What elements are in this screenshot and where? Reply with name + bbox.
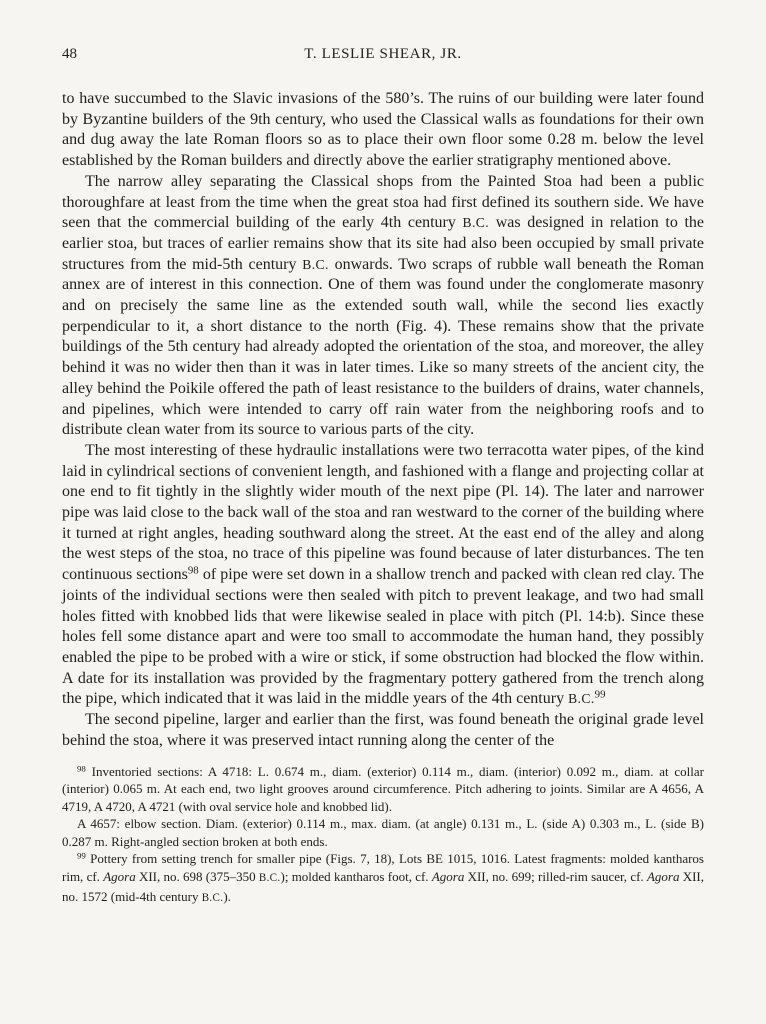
footnote-reference: 99 <box>77 851 86 862</box>
text-segment: Agora <box>431 869 465 885</box>
footnote-98-continuation <box>62 815 704 850</box>
text-segment: XII, no. 699; rilled-rim saucer, cf. <box>464 869 647 885</box>
text-segment: The narrow alley separating the Classical shops from the Painted Stoa had been a public thoroughfare at least from the time when the great stoa had first defined its southern side. We have seen that the commercial building of the early 4th century <box>62 172 704 232</box>
text-segment: A 4657: elbow section. Diam. (exterior) 0.114 m., max. diam. (at angle) 0.131 m., L. (side A) 0.303 m., L. (side B) 0.287 m. Right-angled section broken at both ends. <box>62 816 704 849</box>
text-segment: ); molded kantharos foot, cf. <box>280 869 432 885</box>
paragraph <box>62 441 704 710</box>
footnote-reference: 99 <box>594 688 606 701</box>
text-segment: B.C. <box>201 891 224 904</box>
text-segment: The second pipeline, larger and earlier than the first, was found beneath the original grade level behind the stoa, where it was preserved intact running along the center of the <box>62 711 704 749</box>
text-segment: was designed in relation to the earlier stoa, but traces of earlier remains show that its site had also been occupied by small private structures from the mid-5th century <box>62 214 705 273</box>
footnote-99 <box>62 850 704 907</box>
footnote-reference: 98 <box>77 763 86 774</box>
article-body <box>62 89 704 752</box>
footnote-reference: 98 <box>187 564 199 577</box>
text-segment: B.C. <box>258 872 281 885</box>
footnotes-section <box>62 763 704 908</box>
text-segment: ). <box>223 888 231 904</box>
text-segment: B.C. <box>568 691 595 707</box>
text-segment: onwards. Two scraps of rubble wall beneath the Roman annex are of interest in this connection. One of them was found under the conglomerate masonry and on precisely the same line as the extended south wall, while the second lies exactly perpendicular to it, a short distance to the north (Fig. 4). These remains show that the private buildings of the 5th century had already adopted the orientation of the stoa, and moreover, the alley behind it was no wider then than it was in later times. Like so many streets of the ancient city, the alley behind the Poikile offered the path of least resistance to the builders of drains, water channels, and pipelines, which were intended to carry off rain water from the neighboring roofs and to distribute clean water from its source to various parts of the city. <box>62 255 704 439</box>
text-segment: B.C. <box>462 215 490 231</box>
running-head: T. LESLIE SHEAR, JR. <box>304 46 462 62</box>
text-segment: of pipe were set down in a shallow trench and packed with clean red clay. The joints of the individual sections were then sealed with pitch to prevent leakage, and two had small holes fitted with knobbed lids that were likewise sealed in place with pitch (Pl. 14:b). Since these holes fell some distance apart and were too small to accommodate the human hand, they possibly enabled the pipe to be probed with a wire or stick, if some obstruction had blocked the flow within. A date for its installation was provided by the fragmentary pottery gathered from the trench along the pipe, which indicated that it was laid in the middle years of the 4th century <box>62 566 705 708</box>
paragraph <box>62 172 704 441</box>
text-segment: The most interesting of these hydraulic installations were two terracotta water pipes, of the kind laid in cylindrical sections of convenient length, and fashioned with a flange and projecting collar at one end to fit tightly in the slightly wider mouth of the next pipe (Pl. 14). The later and narrower pipe was laid close to the back wall of the stoa and ran westward to the corner of the building where it turned at right angles, heading southward along the street. At the east end of the alley and along the west steps of the stoa, no trace of this pipeline was found because of later disturbances. The ten continuous sections <box>62 441 704 584</box>
paragraph <box>62 710 704 751</box>
text-segment: Agora <box>646 869 680 885</box>
page-header <box>62 45 704 65</box>
text-segment: Pottery from setting trench for smaller pipe (Figs. 7, 18), Lots BE 1015, 1016. Latest fragments: molded kantharos rim, cf. <box>62 851 704 885</box>
text-segment: B.C. <box>302 256 329 272</box>
text-segment: XII, no. 1572 (mid-4th century <box>62 869 704 904</box>
paragraph-continuation <box>62 89 704 172</box>
text-segment: XII, no. 698 (375–350 <box>135 869 259 885</box>
footnote-98 <box>62 763 704 816</box>
text-segment: Agora <box>103 869 136 885</box>
text-segment: to have succumbed to the Slavic invasions of the 580’s. The ruins of our building were later found by Byzantine builders of the 9th century, who used the Classical walls as foundations for their own and dug away the late Roman floors so as to place their own floor some 0.28 m. below the level established by the Roman builders and directly above the earlier stratigraphy mentioned above. <box>62 90 704 170</box>
text-segment: Inventoried sections: A 4718: L. 0.674 m., diam. (exterior) 0.114 m., diam. (interior) 0.092 m., diam. at collar (interior) 0.065 m. At each end, two light grooves around circumference. Pitch adhering to joints. Similar are A 4656, A 4719, A 4720, A 4721 (with oval service hole and knobbed lid). <box>62 763 704 814</box>
page-number: 48 <box>62 46 77 62</box>
